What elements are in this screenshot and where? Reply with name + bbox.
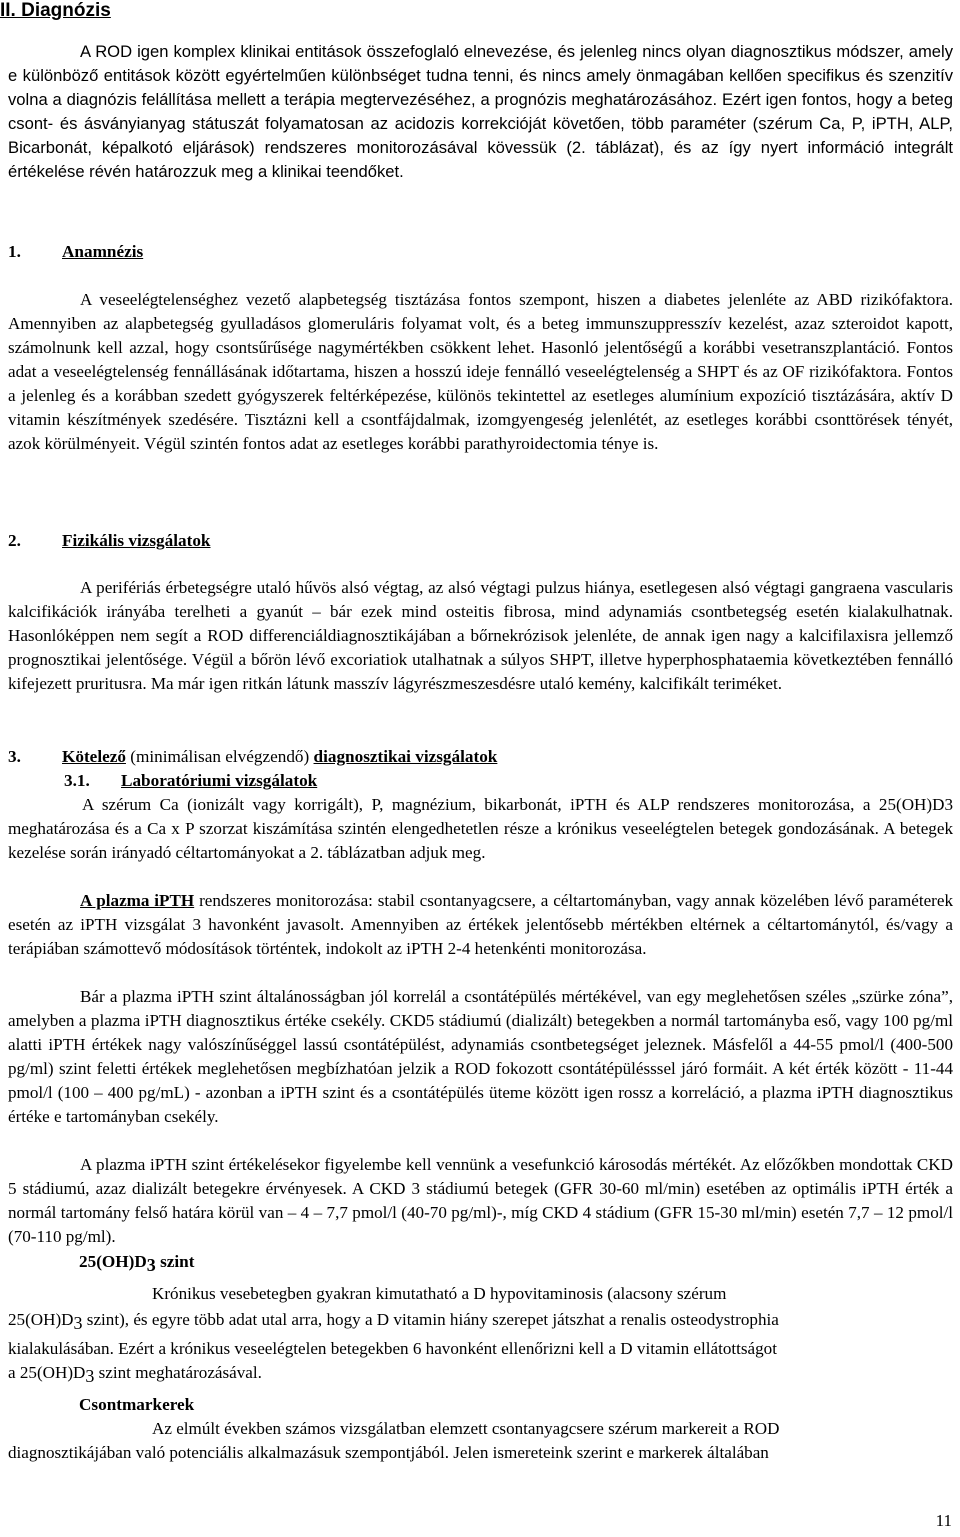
lab-paragraph-4: A plazma iPTH szint értékelésekor figyelembe kell vennünk a vesefunkció károsodás mértékét. Az előzőkben mondottak CKD 5 stádiumú, azaz dializált betegekre érvényesek. A CKD 3 stádiumú betegek (GFR 30-60 ml/min) esetében az optimális iPTH érték a normál tartomány felső határa körül van – 4 – 7,7 pmol/l (40-70 pg/ml)-, míg CKD 4 stádium (GFR 15-30 ml/min) esetén 7,7 – 12 pmol/l (70-110 pg/ml). <box>8 1155 953 1246</box>
bone-markers-heading: Csontmarkerek <box>79 1395 195 1414</box>
bone-markers-line-2: diagnosztikájában való potenciális alkalmazásuk szempontjából. Jelen ismereteink szerint e markerek általában <box>8 1443 769 1462</box>
section-title: Fizikális vizsgálatok <box>62 531 211 550</box>
lab-paragraph-1: A szérum Ca (ionizált vagy korrigált), P, magnézium, bikarbonát, iPTH és ALP rendszeres monitorozása, a 25(OH)D3 meghatározása és a Ca x P szorzat kiszámítása szintén elengedhetetlen része a krónikus veseelégtelen betegek gondozásának. A betegek kezelése során irányadó céltartományokat a 2. táblázatban adjuk meg. <box>8 795 953 862</box>
vitamin-d-line-1: Krónikus vesebetegben gyakran kimutatható a D hypovitaminosis (alacsony szérum <box>152 1284 727 1303</box>
vitamin-d-line-2: 25(OH)D3 szint), és egyre több adat utal arra, hogy a D vitamin hiány szerepet játszhat a renalis osteodystrophia <box>8 1310 779 1333</box>
section-1-heading <box>8 240 308 264</box>
section-3-heading <box>8 745 708 769</box>
section-title: Laboratóriumi vizsgálatok <box>121 771 318 790</box>
lab-paragraph-3: Bár a plazma iPTH szint általánosságban jól korrelál a csontátépülés mértékével, van egy meglehetősen széles „szürke zóna”, amelyben a plazma iPTH diagnosztikus értéke csekély. CKD5 stádiumú (dializált) betegekben a normál tartományba eső, vagy 100 pg/ml alatti iPTH értékek nagy valószínűséggel lassú csontátépülést, adynamiás csontbetegséget jeleznek. Másfelől a 44-55 pmol/l (400-500 pg/ml) szint feletti értékek meglehetősen megbízhatóan jelzik a ROD fokozott csontátépülésssel járó formáit. A két érték között - 11-44 pmol/l (100 – 400 pg/mL) - azonban a iPTH szint és a csontátépülés üteme között igen rossz a korreláció, a plazma iPTH diagnosztikus értéke e tartományban csekély. <box>8 987 953 1126</box>
page-title: II. Diagnózis <box>0 0 111 21</box>
lab-paragraph-2: A plazma iPTH rendszeres monitorozása: stabil csontanyagcsere, a céltartományban, vagy annak közelében lévő paraméterek esetén az iPTH vizsgálat 3 havonként javasolt. Amennyiben az értékek jelentősebb mértékben eltérnek a céltartománytól, és/vagy a terápiában számottevő módosítások történtek, indokolt az iPTH 2-4 hetenkénti monitorozása. <box>8 891 953 958</box>
section-title: Kötelező (minimálisan elvégzendő) diagnosztikai vizsgálatok <box>62 747 498 766</box>
section-title: Anamnézis <box>62 242 144 261</box>
vitamin-d-heading: 25(OH)D3 szint <box>79 1252 195 1275</box>
section-number: 1. <box>8 242 21 261</box>
section-number: 3.1. <box>64 771 90 790</box>
section-number: 3. <box>8 747 21 766</box>
section-3-1-heading <box>64 769 318 793</box>
vitamin-d-line-4: a 25(OH)D3 szint meghatározásával. <box>8 1363 262 1386</box>
physical-exam-paragraph: A perifériás érbetegségre utaló hűvös alsó végtag, az alsó végtagi pulzus hiánya, esetlegesen alsó végtagi gangraena vascularis kalcifikációk irányába terelheti a gyanút – bár ezek mind osteitis fibrosa, mind adynamiás csontbetegség esetén kialakulhatnak. Hasonlóképpen nem segít a ROD differenciáldiagnosztikájában a bőrnekrózisok jelenléte, de annak igen nagy a kalcifilaxisra jellemző prognosztikai jelentősége. Végül a bőrön lévő excoriatiok utalhatnak a súlyos SHPT, illetve hyperphosphataemia következtében fennálló kifejezett pruritusra. Ma már igen ritkán látunk masszív lágyrészmeszesdésre utaló kemény, kalcifikált teriméket. <box>8 578 953 693</box>
section-2-heading <box>8 529 408 553</box>
intro-paragraph: A ROD igen komplex klinikai entitások összefoglaló elnevezése, és jelenleg nincs olyan diagnosztikus módszer, amely e különböző entitások között egyértelműen különbséget tudna tenni, és nincs amely önmagában kellően specifikus és szenzitív volna a diagnózis felállítása mellett a terápia megtervezéséhez, a prognózis meghatározásához. Ezért igen fontos, hogy a beteg csont- és ásványianyag státuszát folyamatosan az acidozis korrekcióját követően, több paraméter (szérum Ca, P, iPTH, ALP, Bicarbonát, képalkotó eljárások) rendszeres monitorozásával kövessük (2. táblázat), és az így nyert információ integrált értékelése révén határozzuk meg a klinikai teendőket. <box>8 42 953 181</box>
anamnesis-paragraph: A veseelégtelenséghez vezető alapbetegség tisztázása fontos szempont, hiszen a diabetes jelenléte az ABD rizikófaktora. Amennyiben az alapbetegség gyulladásos glomeruláris folyamat volt, és a beteg immunszuppresszív kezelést, azaz szteroidot kapott, számolnunk kell azzal, hogy csontsűrűsége nagymértékben csökkent lehet. Hasonló jelentőségű a korábbi vesetranszplantáció. Fontos adat a veseelégtelenség fennállásának időtartama, hiszen a hosszú ideje fennálló veseelégtelenség a SHPT és az OF rizikófaktora. Fontos a jelenleg és a korábban szedett gyógyszerek feltérképezése, különös tekintettel az esetleges alumínium expozíció tisztázására, aktív D vitamin készítmények szedésére. Tisztázni kell a csontfájdalmak, izomgyengeség jelenlétét, az esetleges korábbi csonttörések tényét, azok körülményeit. Végül szintén fontos adat az esetleges korábbi parathyroidectomia ténye is. <box>8 290 953 453</box>
section-number: 2. <box>8 531 21 550</box>
page-number: 11 <box>935 1511 952 1530</box>
vitamin-d-line-3: kialakulásában. Ezért a krónikus veseelégtelen betegekben 6 havonként ellenőrizni kell a D vitamin ellátottságot <box>8 1339 777 1358</box>
bone-markers-line-1: Az elmúlt években számos vizsgálatban elemzett csontanyagcsere szérum markereit a ROD <box>152 1419 780 1438</box>
